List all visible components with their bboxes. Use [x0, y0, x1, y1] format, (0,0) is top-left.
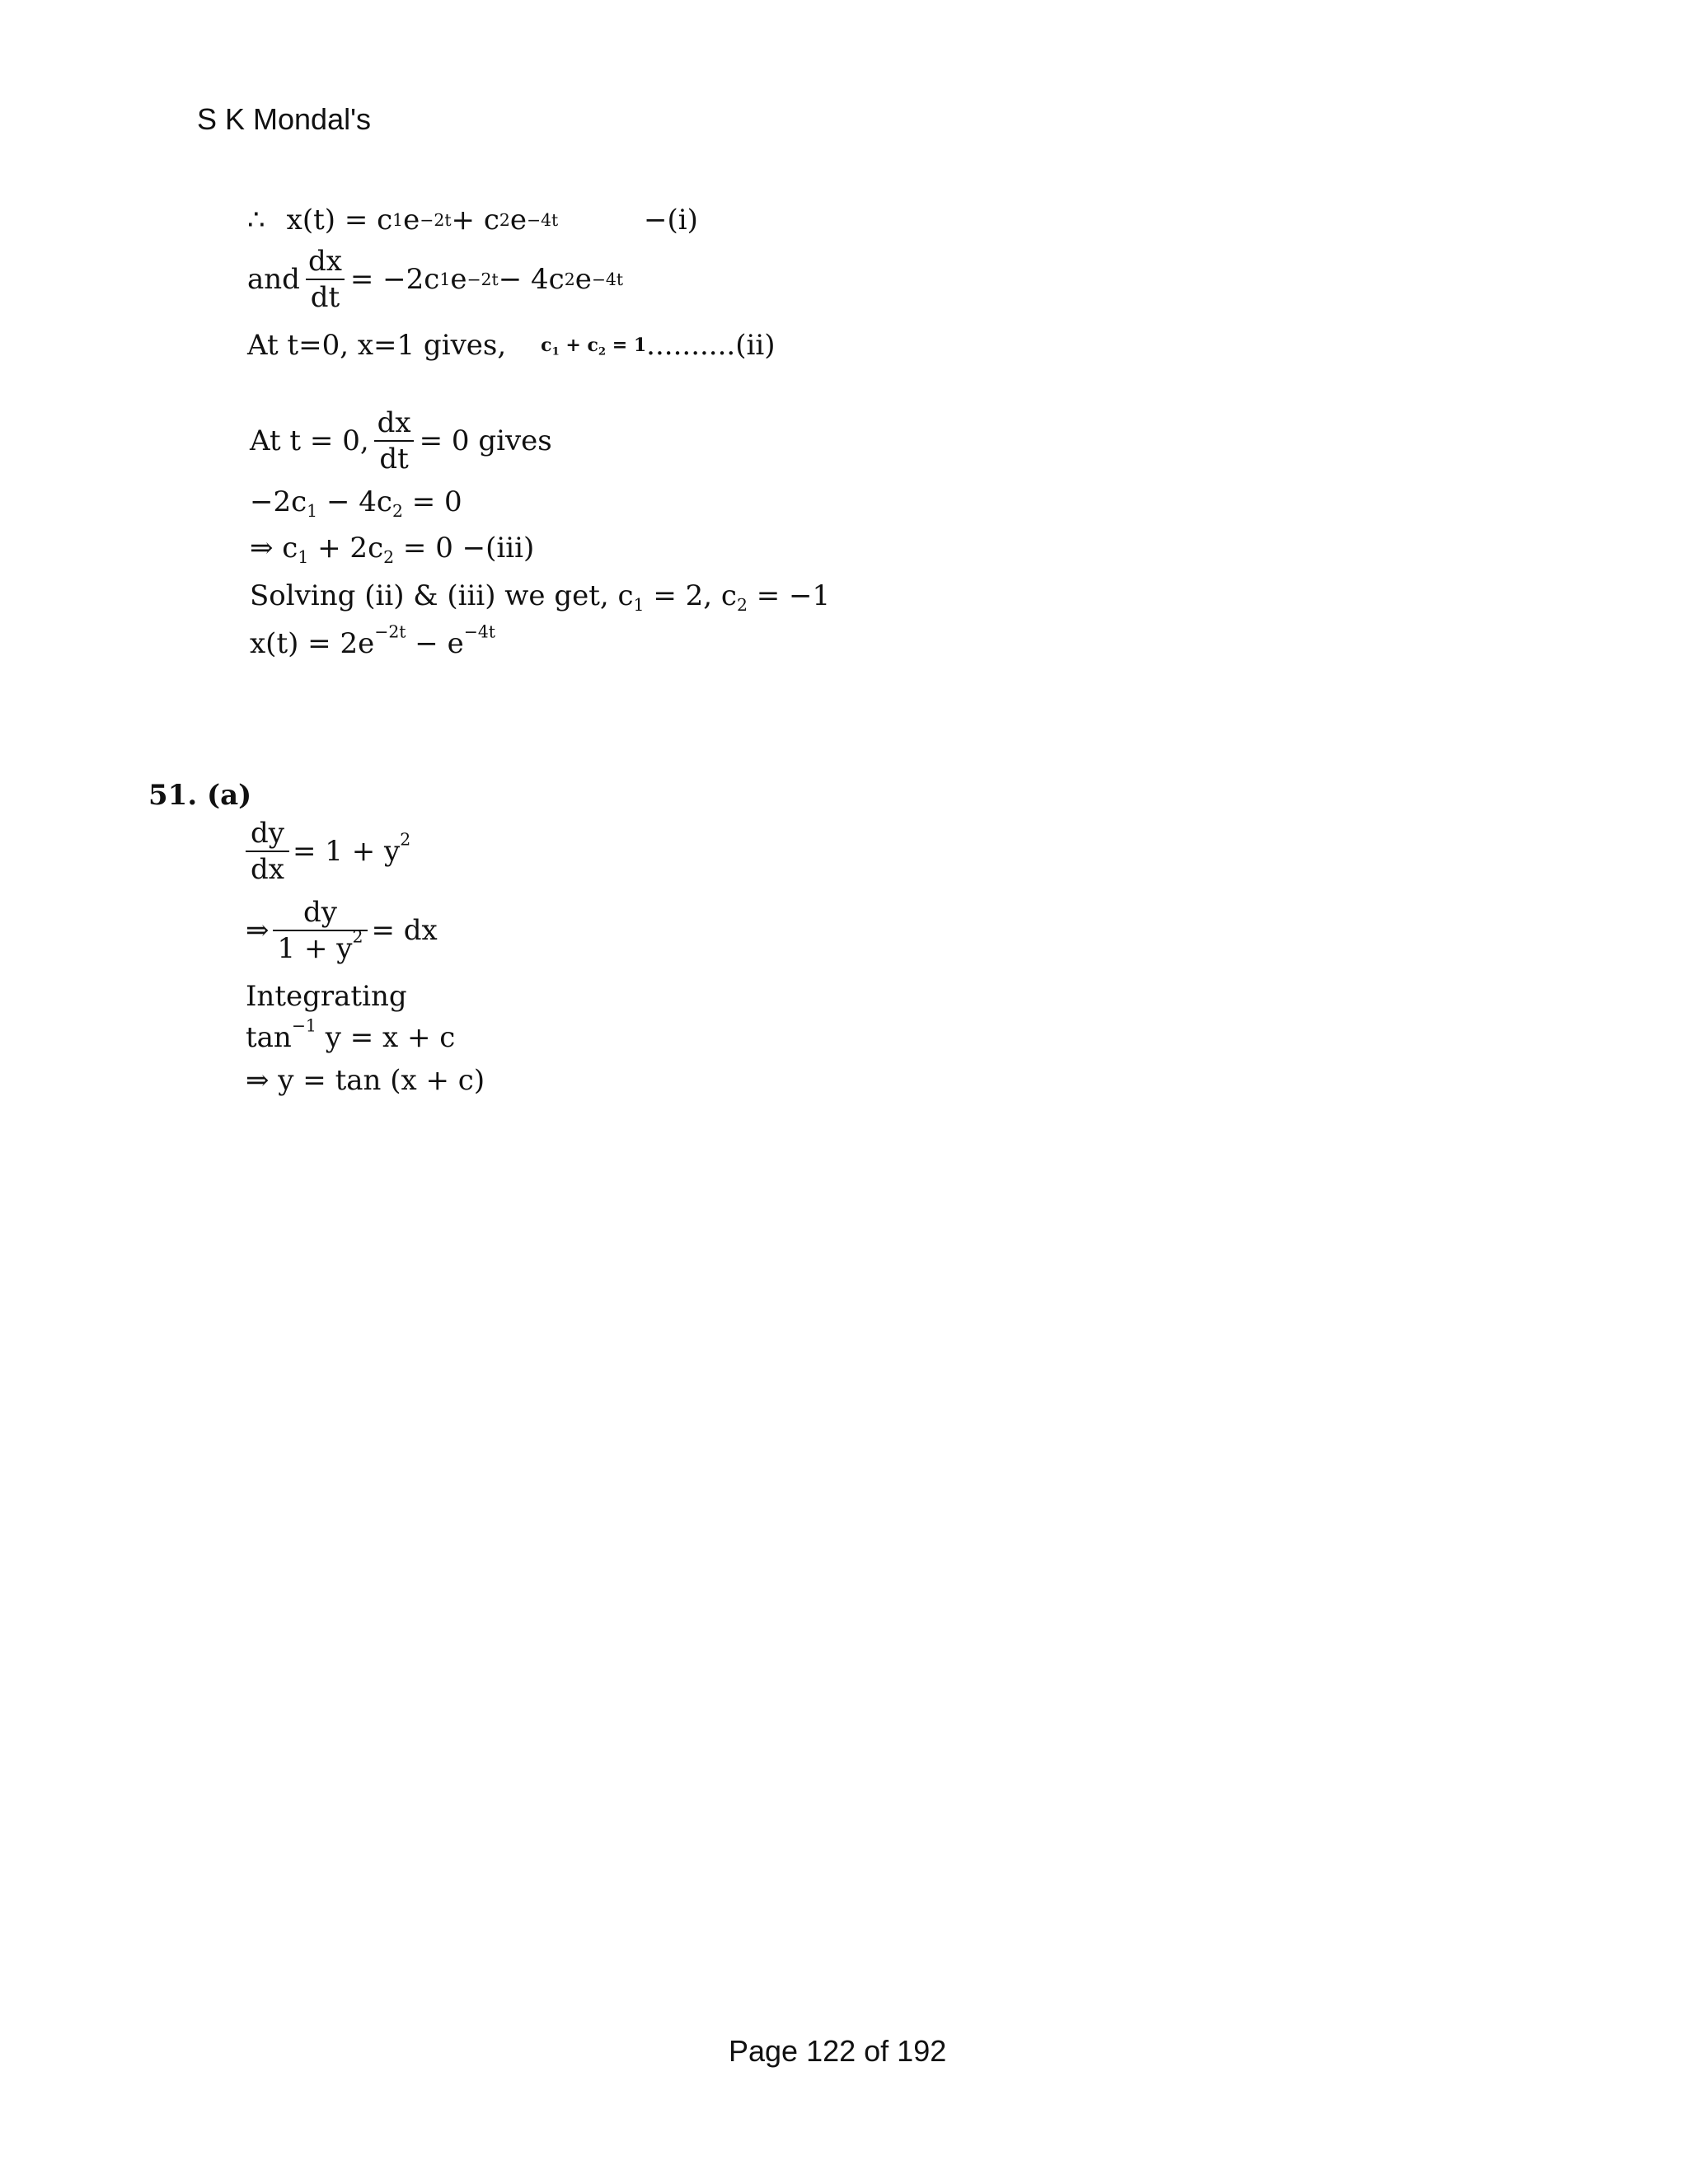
equation-line-7: Solving (ii) & (iii) we get, $c_1 = 2$, $c_2 = -1$: [250, 579, 831, 616]
equation-tag-ii: ..........(ii): [646, 329, 776, 362]
equation-tag-i: −(i): [644, 204, 698, 237]
equation-line-1: ∴ x(t) = c 1 e −2t + c 2 e −4t: [247, 204, 559, 237]
equation-line-3: [247, 329, 776, 362]
fraction-numerator: dx: [307, 245, 342, 278]
fraction-dx-dt: [373, 406, 416, 476]
eq-text: e: [509, 204, 527, 237]
eq-text: At t = 0,: [250, 424, 369, 457]
eq-text: = −2c: [349, 263, 440, 296]
equation-line-8: $x(t) = 2e^{-2t} - e^{-4t}$: [250, 621, 495, 660]
eq-text: e: [450, 263, 467, 296]
fraction-denominator: $1 + y^2$: [273, 930, 368, 963]
fraction-dx-dt: [303, 247, 347, 312]
fraction-numerator: dy: [251, 817, 284, 850]
implies-arrow: ⇒: [246, 914, 270, 947]
page-number: Page 122 of 192: [729, 2034, 947, 2068]
eq-text: e: [574, 263, 592, 296]
fraction-denominator: dt: [374, 440, 413, 473]
fraction-denominator: dx: [246, 851, 289, 883]
eq-text: + c: [451, 204, 499, 237]
equation-line-4: [250, 406, 552, 476]
question-label: 51. (a): [148, 779, 252, 812]
eq-text: x(t) = c: [286, 204, 393, 237]
equation-line-6: ⇒ $c_1 + 2c_2 = 0 -(iii)$: [250, 532, 535, 568]
fraction-numerator: dy: [302, 896, 337, 929]
eq-text: − 4c: [498, 263, 565, 296]
eq-text: = dx: [371, 914, 438, 947]
header-author: S K Mondal's: [197, 102, 371, 136]
equation-line-12: ⇒ y = tan (x + c): [246, 1064, 485, 1097]
fraction-dy-dx: [246, 817, 289, 886]
fraction-denominator: dt: [306, 279, 345, 312]
eq-text: At t=0, x=1 gives,: [247, 329, 507, 362]
fraction-dy-over-1-plus-y2: [273, 898, 368, 963]
therefore-symbol: ∴: [247, 204, 265, 237]
eq-text: e: [403, 204, 420, 237]
eq-text: = $1 + y^2$: [292, 829, 411, 868]
equation-line-10: [246, 898, 438, 963]
integrating-label: Integrating: [246, 980, 407, 1013]
equation-line-2: and $\frac{dx}{dt}$ = −2c 1 e −2t − 4c 2 e −4t: [247, 245, 624, 314]
eq-text: = 0 gives: [419, 424, 552, 457]
equation-line-11: $\tan^{-1} y = x + c$: [246, 1015, 456, 1054]
equation-line-5: $-2c_1 - 4c_2 = 0$: [250, 485, 462, 522]
eq-text-small: $c_1 + c_2 = 1$: [541, 335, 647, 359]
eq-text: and: [247, 263, 300, 296]
fraction-numerator: dx: [377, 406, 411, 439]
equation-line-9: [246, 817, 411, 886]
